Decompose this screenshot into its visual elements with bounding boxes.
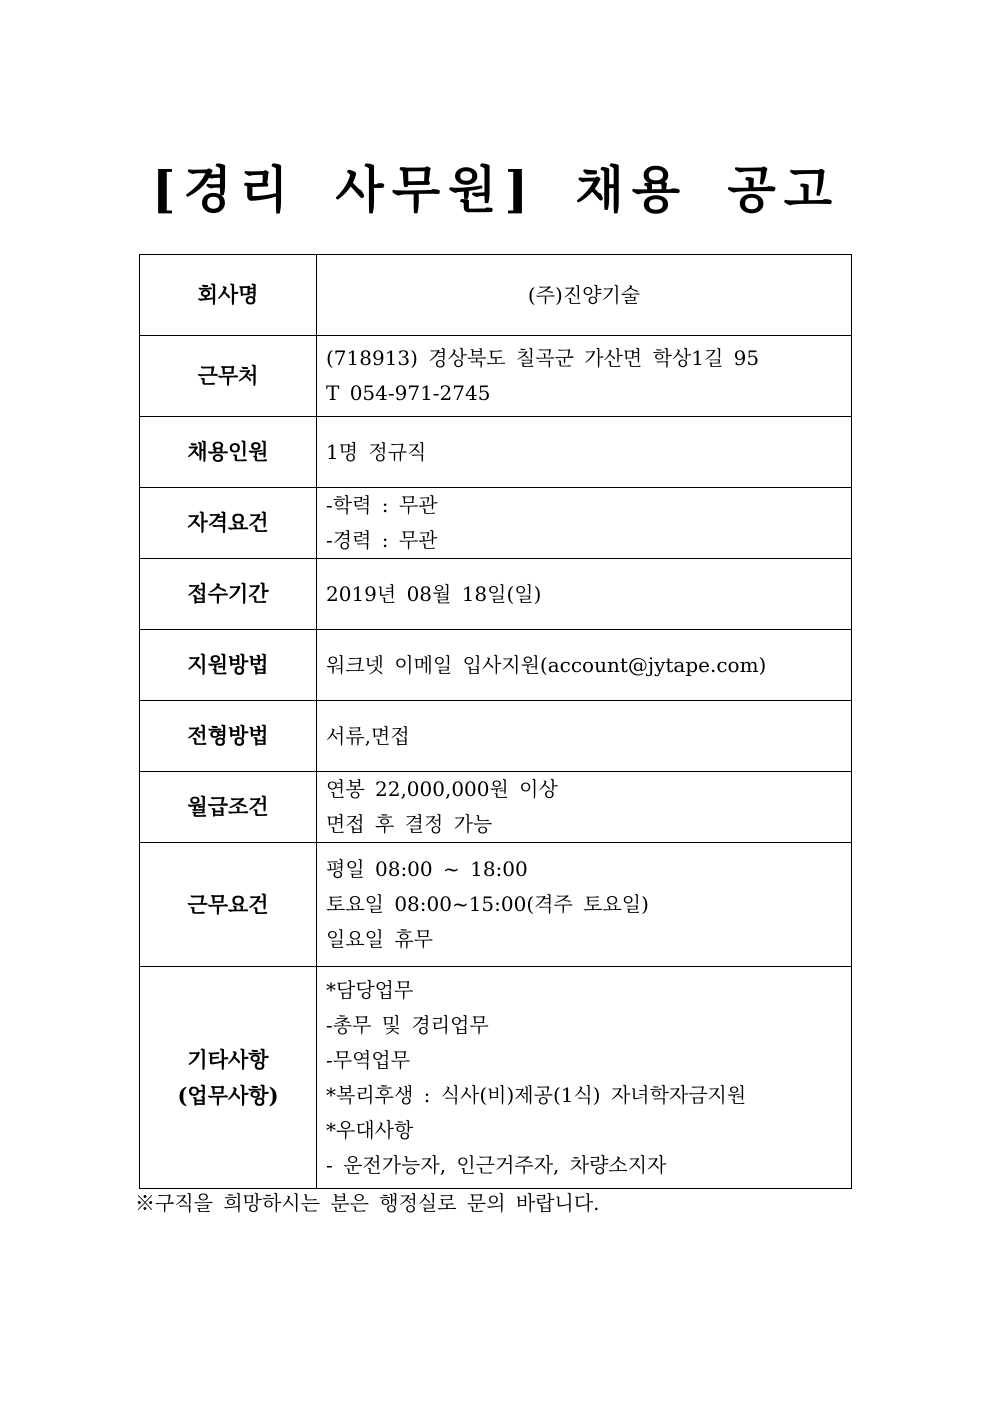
- table-row-workplace: [140, 336, 852, 417]
- value-line: *복리후생 : 식사(비)제공(1식) 자녀학자금지원: [326, 1082, 747, 1107]
- value-line: 면접 후 결정 가능: [326, 812, 493, 836]
- label-text: 월급조건: [187, 794, 269, 819]
- row-value: [317, 336, 852, 417]
- row-label: [140, 417, 317, 488]
- value-line: 토요일 08:00~15:00(격주 토요일): [326, 892, 649, 916]
- value-line: T 054-971-2745: [326, 381, 491, 405]
- row-value: [317, 559, 852, 630]
- label-text: 채용인원: [187, 439, 269, 464]
- value-line: -경력 : 무관: [326, 528, 438, 552]
- table-row-company: [140, 255, 852, 336]
- value-line: -학력 : 무관: [326, 493, 438, 517]
- table-row-application-period: [140, 559, 852, 630]
- value-line: -무역업무: [326, 1047, 411, 1072]
- label-text: 근무처: [197, 363, 259, 388]
- value-line: 서류,면접: [326, 723, 410, 748]
- row-value: [317, 630, 852, 701]
- row-label: [140, 336, 317, 417]
- value-line: (718913) 경상북도 칠곡군 가산면 학상1길 95: [326, 346, 760, 370]
- label-text: 근무요건: [187, 891, 269, 917]
- label-text: 자격요건: [187, 510, 269, 535]
- table-row-headcount: [140, 417, 852, 488]
- value-line: - 운전가능자, 인근거주자, 차량소지자: [326, 1152, 667, 1177]
- row-label: [140, 488, 317, 559]
- row-value: [317, 488, 852, 559]
- row-value: [317, 417, 852, 488]
- row-label: [140, 967, 317, 1189]
- row-value: [317, 701, 852, 772]
- row-label: [140, 559, 317, 630]
- table-row-qualifications: [140, 488, 852, 559]
- value-line: 워크넷 이메일 입사지원(account@jytape.com): [326, 652, 767, 677]
- value-line: 2019년 08월 18일(일): [326, 581, 542, 606]
- value-line: (주)진양기술: [527, 282, 641, 307]
- row-label: [140, 843, 317, 967]
- value-line: 평일 08:00 ~ 18:00: [326, 857, 528, 881]
- value-line: 1명 정규직: [326, 439, 427, 464]
- table-row-selection-method: [140, 701, 852, 772]
- page-title: [경리 사무원] 채용 공고: [151, 160, 841, 219]
- row-label: [140, 630, 317, 701]
- value-line: -총무 및 경리업무: [326, 1012, 489, 1037]
- label-text: 기타사항: [187, 1046, 269, 1072]
- row-value: [317, 843, 852, 967]
- table-row-salary: [140, 772, 852, 843]
- row-value: [317, 967, 852, 1189]
- row-label: [140, 255, 317, 336]
- row-label: [140, 701, 317, 772]
- table-row-working-conditions: [140, 843, 852, 967]
- table-row-application-method: [140, 630, 852, 701]
- label-text: 회사명: [197, 282, 259, 307]
- job-posting-table: [139, 254, 852, 1189]
- value-line: *담당업무: [326, 977, 414, 1002]
- value-line: *우대사항: [326, 1117, 414, 1142]
- footnote: ※구직을 희망하시는 분은 행정실로 문의 바랍니다.: [135, 1191, 600, 1215]
- value-line: 일요일 휴무: [326, 927, 433, 951]
- row-label: [140, 772, 317, 843]
- label-text: 지원방법: [187, 652, 269, 677]
- row-value: [317, 772, 852, 843]
- table-row-other-details: [140, 967, 852, 1189]
- label-text: 접수기간: [187, 581, 269, 606]
- label-text: (업무사항): [177, 1082, 279, 1108]
- label-text: 전형방법: [187, 723, 269, 748]
- row-value: [317, 255, 852, 336]
- value-line: 연봉 22,000,000원 이상: [326, 777, 558, 801]
